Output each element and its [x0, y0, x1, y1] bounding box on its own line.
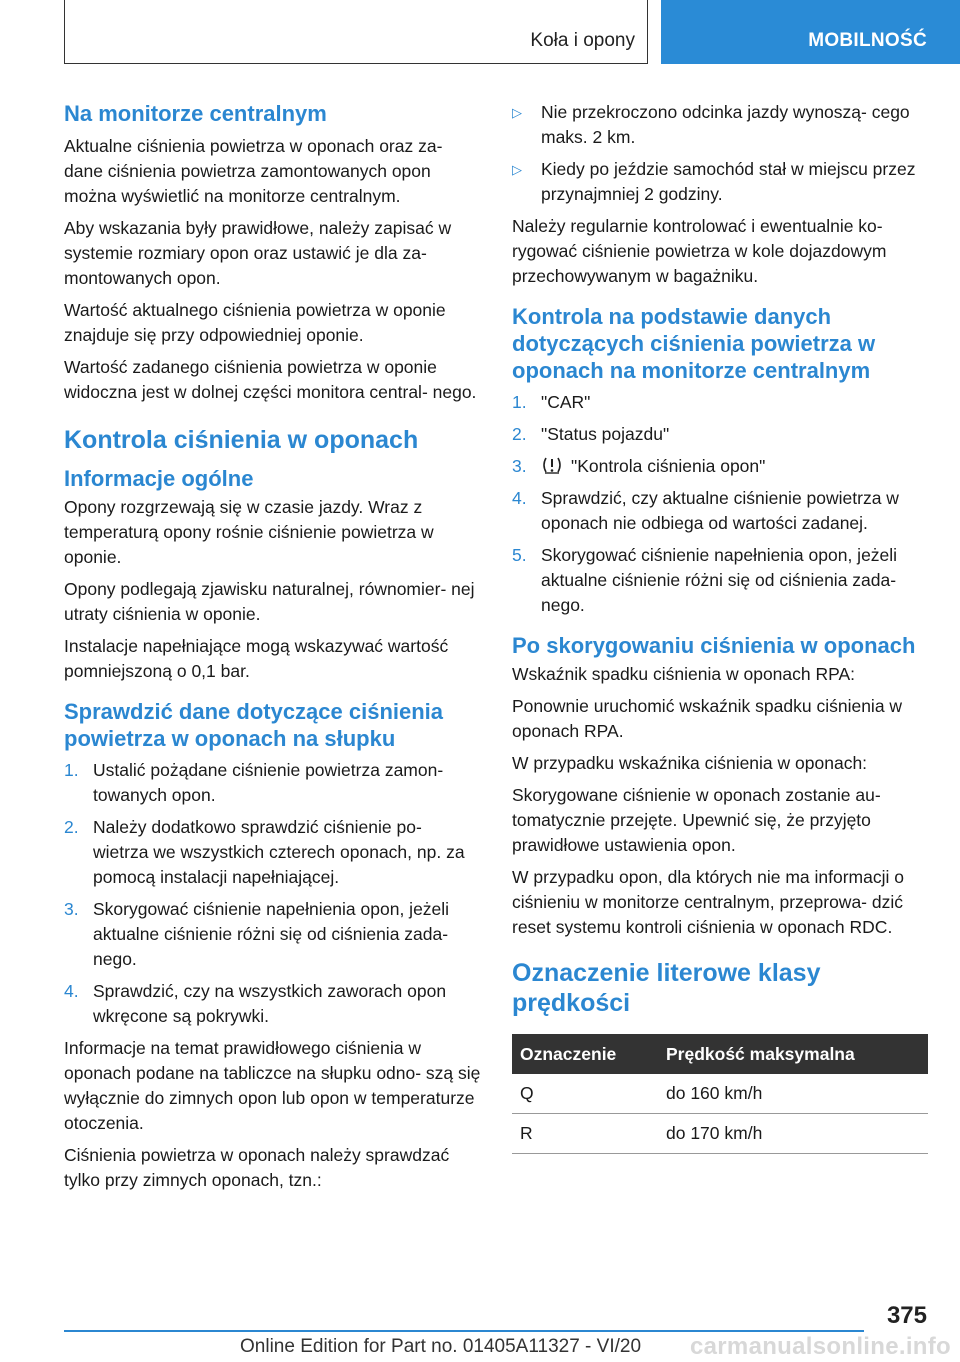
steps-list-pillar	[64, 758, 482, 1029]
paragraph: Opony podlegają zjawisku naturalnej, równomier‐ nej utraty ciśnienia w oponie.	[64, 579, 475, 624]
heading-check-monitor: Kontrola na podstawie danych dotyczących ciśnienia powietrza w oponach na monitorze centralnym	[512, 304, 876, 383]
footer-divider	[64, 1330, 864, 1332]
list-item	[64, 815, 482, 890]
list-item	[512, 486, 930, 536]
bullet-text: Kiedy po jeździe samochód stał w miejscu przez przynajmniej 2 godziny.	[541, 159, 916, 204]
paragraph: Ponownie uruchomić wskaźnik spadku ciśnienia w oponach RPA.	[512, 696, 903, 741]
heading-general-info: Informacje ogólne	[64, 466, 254, 491]
paragraph: W przypadku opon, dla których nie ma informacji o ciśnieniu w monitorze centralnym, przeprowa‐ dzić reset systemu kontroli ciśnienia w oponach RDC.	[512, 867, 904, 937]
step-text: Skorygować ciśnienie napełnienia opon, jeżeli aktualne ciśnienie różni się od ciśnienia zada‐ nego.	[541, 545, 898, 615]
heading-check-pillar: Sprawdzić dane dotyczące ciśnienia powietrza w oponach na słupku	[64, 699, 444, 751]
table-row	[512, 1074, 928, 1114]
step-text: "Status pojazdu"	[541, 424, 670, 444]
right-column	[512, 100, 930, 1154]
paragraph: Informacje na temat prawidłowego ciśnienia w oponach podane na tabliczce na słupku odno‐ szą się wyłącznie do zimnych opon lub opon w temperaturze otoczenia.	[64, 1038, 481, 1133]
step-text: Sprawdzić, czy aktualne ciśnienie powietrza w oponach nie odbiega od wartości zadanej.	[541, 488, 899, 533]
watermark: carmanualsonline.info	[690, 1333, 952, 1360]
list-item	[64, 758, 482, 808]
heading-monitor: Na monitorze centralnym	[64, 101, 327, 126]
paragraph: Instalacje napełniające mogą wskazywać wartość pomniejszoną o 0,1 bar.	[64, 636, 449, 681]
heading-after-correction: Po skorygowaniu ciśnienia w oponach	[512, 633, 916, 658]
page-number: 375	[886, 1302, 927, 1329]
edition-text: Online Edition for Part no. 01405A11327 - VI/20	[240, 1336, 642, 1357]
step-number: 3.	[512, 456, 527, 476]
heading-tire-pressure-check: Kontrola ciśnienia w oponach	[64, 426, 419, 454]
step-number: 1.	[512, 392, 527, 412]
table-cell: R	[512, 1114, 658, 1154]
paragraph: Aktualne ciśnienia powietrza w oponach oraz za‐ dane ciśnienia powietrza zamontowanych opon można wyświetlić na monitorze centralnym.	[64, 136, 443, 206]
step-number: 1.	[64, 760, 79, 780]
triangle-bullet-icon: ▷	[512, 105, 522, 120]
left-column	[64, 100, 482, 1193]
heading-speed-class: Oznaczenie literowe klasy prędkości	[512, 959, 821, 1017]
speed-class-table	[512, 1034, 928, 1154]
list-item	[512, 543, 930, 618]
step-text: "CAR"	[541, 392, 591, 412]
paragraph: Aby wskazania były prawidłowe, należy zapisać w systemie rozmiary opon oraz ustawić je dla za‐ montowanych opon.	[64, 218, 452, 288]
step-text: Należy dodatkowo sprawdzić ciśnienie po‐ wietrza we wszystkich czterech oponach, np. za pomocą instalacji napełniającej.	[93, 817, 465, 887]
paragraph: Opony rozgrzewają się w czasie jazdy. Wraz z temperaturą opony rośnie ciśnienie powietrza w oponie.	[64, 497, 434, 567]
step-text-with-icon	[541, 454, 930, 479]
list-item	[512, 422, 930, 447]
chapter-title: MOBILNOŚĆ	[808, 30, 927, 51]
tire-pressure-warning-icon	[541, 455, 563, 475]
paragraph: Ciśnienia powietrza w oponach należy sprawdzać tylko przy zimnych oponach, tzn.:	[64, 1145, 450, 1190]
triangle-bullet-icon: ▷	[512, 162, 522, 177]
steps-list-monitor	[512, 390, 930, 618]
section-title: Koła i opony	[530, 30, 635, 51]
conditions-list	[512, 100, 930, 207]
step-text: "Kontrola ciśnienia opon"	[571, 456, 766, 476]
list-item	[512, 454, 930, 479]
step-text: Sprawdzić, czy na wszystkich zaworach opon wkręcone są pokrywki.	[93, 981, 447, 1026]
list-item	[512, 100, 930, 150]
paragraph: Wartość aktualnego ciśnienia powietrza w oponie znajduje się przy odpowiedniej oponie.	[64, 300, 446, 345]
step-number: 5.	[512, 545, 527, 565]
step-number: 4.	[64, 981, 79, 1001]
step-text: Skorygować ciśnienie napełnienia opon, jeżeli aktualne ciśnienie różni się od ciśnienia zada‐ nego.	[93, 899, 450, 969]
column-header: Prędkość maksymalna	[658, 1034, 928, 1074]
step-number: 2.	[512, 424, 527, 444]
paragraph: Skorygowane ciśnienie w oponach zostanie au‐ tomatycznie przejęte. Upewnić się, że przyjęto prawidłowe ustawienia opon.	[512, 785, 881, 855]
table-cell: do 170 km/h	[658, 1114, 928, 1154]
page-header	[64, 0, 960, 66]
table-header-row	[512, 1034, 928, 1074]
paragraph: Należy regularnie kontrolować i ewentualnie ko‐ rygować ciśnienie powietrza w kole dojazdowym przechowywanym w bagażniku.	[512, 216, 887, 286]
step-number: 2.	[64, 817, 79, 837]
section-tab	[64, 0, 648, 64]
step-text: Ustalić pożądane ciśnienie powietrza zamon‐ towanych opon.	[93, 760, 444, 805]
table-cell: Q	[512, 1074, 658, 1114]
list-item	[512, 390, 930, 415]
step-number: 3.	[64, 899, 79, 919]
paragraph: Wskaźnik spadku ciśnienia w oponach RPA:	[512, 664, 856, 684]
step-number: 4.	[512, 488, 527, 508]
list-item	[64, 979, 482, 1029]
table-cell: do 160 km/h	[658, 1074, 928, 1114]
list-item	[512, 157, 930, 207]
paragraph: Wartość zadanego ciśnienia powietrza w oponie widoczna jest w dolnej części monitora central‐ nego.	[64, 357, 477, 402]
table-row	[512, 1114, 928, 1154]
paragraph: W przypadku wskaźnika ciśnienia w oponach:	[512, 753, 868, 773]
chapter-tab	[661, 0, 960, 64]
column-header: Oznaczenie	[512, 1034, 658, 1074]
bullet-text: Nie przekroczono odcinka jazdy wynoszą‐ cego maks. 2 km.	[541, 102, 910, 147]
list-item	[64, 897, 482, 972]
